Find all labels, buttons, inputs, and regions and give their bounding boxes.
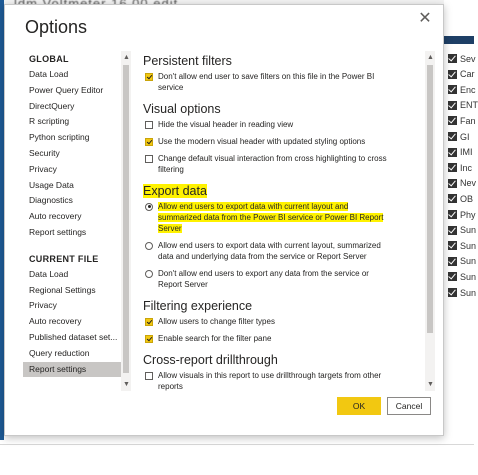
- background-field-label: Inc: [460, 162, 473, 173]
- section-visual-options: Visual options: [143, 102, 221, 116]
- option-change-default-interaction[interactable]: Change default visual interaction from cross highlighting to cross filtering: [145, 153, 423, 175]
- checkbox-checked: [448, 257, 457, 266]
- nav-item-privacy[interactable]: Privacy: [29, 163, 57, 174]
- background-field-label: Sun: [460, 271, 477, 282]
- nav-item-diagnostics[interactable]: Diagnostics: [29, 195, 73, 206]
- nav-item-python-scripting[interactable]: Python scripting: [29, 132, 90, 143]
- background-field-row: [448, 239, 476, 252]
- checkbox-checked: [448, 194, 457, 203]
- checkbox-checked[interactable]: [145, 318, 153, 326]
- checkbox-checked[interactable]: [145, 73, 153, 81]
- background-field-label: IMI: [460, 147, 473, 158]
- checkbox-checked: [448, 241, 457, 250]
- option-enable-filter-search[interactable]: Enable search for the filter pane: [145, 333, 423, 344]
- nav-item-security[interactable]: Security: [29, 147, 60, 158]
- background-field-label: Sev: [460, 53, 476, 64]
- checkbox-checked: [448, 101, 457, 110]
- scroll-down-icon[interactable]: ▼: [123, 381, 130, 388]
- checkbox-checked: [448, 85, 457, 94]
- scroll-up-icon[interactable]: ▲: [123, 54, 130, 61]
- background-field-label: Fan: [460, 115, 476, 126]
- background-field-label: Phy: [460, 209, 476, 220]
- background-field-row: [448, 52, 476, 65]
- nav-item-usage-data[interactable]: Usage Data: [29, 179, 74, 190]
- checkbox-unchecked[interactable]: [145, 121, 153, 129]
- checkbox-checked: [448, 179, 457, 188]
- background-field-row: [448, 99, 478, 112]
- background-field-row: [448, 130, 470, 143]
- option-export-summarized[interactable]: Allow end users to export data with current layout and summarized data from the Power BI service or Power BI Report Server: [145, 201, 423, 234]
- background-field-label: Sun: [460, 225, 477, 236]
- checkbox-checked: [448, 272, 457, 281]
- checkbox-checked[interactable]: [145, 335, 153, 343]
- option-no-export[interactable]: Don't allow end users to export any data from the service or Report Server: [145, 268, 423, 290]
- nav-item-privacy[interactable]: Privacy: [29, 300, 57, 311]
- nav-scrollbar[interactable]: [121, 51, 131, 391]
- option-no-save-filters[interactable]: Don't allow end user to save filters on this file in the Power BI service: [145, 71, 423, 93]
- background-bottom: [0, 440, 474, 475]
- background-field-row: [448, 255, 476, 268]
- section-filtering-experience: Filtering experience: [143, 299, 253, 313]
- checkbox-checked: [448, 148, 457, 157]
- section-export-data: Export data: [143, 184, 207, 198]
- option-change-filter-types[interactable]: Allow users to change filter types: [145, 316, 423, 327]
- checkbox-checked: [448, 132, 457, 141]
- option-hide-visual-header[interactable]: Hide the visual header in reading view: [145, 119, 423, 130]
- nav-item-regional-settings[interactable]: Regional Settings: [29, 284, 96, 295]
- nav-item-data-load[interactable]: Data Load: [29, 69, 69, 79]
- options-dialog: [4, 4, 444, 436]
- background-field-label: Enc: [460, 84, 476, 95]
- checkbox-checked[interactable]: [145, 138, 153, 146]
- background-field-label: GI: [460, 131, 470, 142]
- checkbox-checked: [448, 210, 457, 219]
- radio-selected[interactable]: [145, 203, 153, 211]
- radio-unselected[interactable]: [145, 242, 153, 250]
- background-field-label: ENT: [460, 100, 478, 111]
- option-export-underlying[interactable]: Allow end users to export data with current layout, summarized data and underlying data from the service or Report Server: [145, 240, 423, 262]
- scroll-down-icon[interactable]: ▼: [427, 381, 434, 388]
- checkbox-checked: [448, 54, 457, 63]
- checkbox-checked: [448, 163, 457, 172]
- background-field-label: Sun: [460, 240, 477, 251]
- section-persistent-filters: Persistent filters: [143, 54, 232, 68]
- nav-section-current-file: CURRENT FILE: [29, 253, 99, 264]
- content-scroll-thumb[interactable]: [427, 65, 433, 333]
- option-allow-drillthrough[interactable]: Allow visuals in this report to use drillthrough targets from other reports: [145, 370, 423, 392]
- scroll-up-icon[interactable]: ▲: [427, 54, 434, 61]
- background-field-row: [448, 161, 472, 174]
- nav-item-auto-recovery[interactable]: Auto recovery: [29, 316, 82, 327]
- checkbox-unchecked[interactable]: [145, 372, 153, 380]
- checkbox-checked: [448, 70, 457, 79]
- background-field-row: [448, 68, 475, 81]
- background-divider: [0, 444, 474, 445]
- close-icon[interactable]: ✕: [418, 10, 432, 27]
- dialog-title: Options: [25, 17, 88, 37]
- nav-item-directquery[interactable]: DirectQuery: [29, 100, 75, 111]
- background-field-row: [448, 177, 476, 190]
- nav-item-data-load[interactable]: Data Load: [29, 268, 69, 279]
- radio-unselected[interactable]: [145, 270, 153, 278]
- checkbox-checked: [448, 226, 457, 235]
- nav-item-report-settings[interactable]: Report settings: [29, 226, 87, 237]
- nav-scroll-thumb[interactable]: [123, 65, 129, 373]
- nav-item-power-query-editor[interactable]: Power Query Editor: [29, 84, 104, 95]
- nav-item-published-dataset-set[interactable]: Published dataset set...: [29, 331, 118, 342]
- checkbox-checked: [448, 116, 457, 125]
- option-modern-visual-header[interactable]: Use the modern visual header with updated styling options: [145, 136, 423, 147]
- nav-item-auto-recovery[interactable]: Auto recovery: [29, 211, 82, 222]
- nav-section-global: GLOBAL: [29, 54, 69, 64]
- content-scrollbar[interactable]: [425, 51, 435, 391]
- background-fields-header: [444, 36, 474, 44]
- background-field-row: [448, 114, 476, 127]
- background-field-row: [448, 224, 476, 237]
- ok-button[interactable]: OK: [337, 397, 381, 415]
- checkbox-unchecked[interactable]: [145, 155, 153, 163]
- background-field-row: [448, 286, 476, 299]
- background-field-label: Sun: [460, 287, 477, 298]
- cancel-button[interactable]: Cancel: [387, 397, 431, 415]
- background-field-row: [448, 146, 473, 159]
- background-field-label: OB: [460, 193, 474, 204]
- background-field-label: Car: [460, 69, 475, 80]
- background-field-row: [448, 192, 473, 205]
- background-field-row: [448, 208, 476, 221]
- background-field-row: [448, 83, 476, 96]
- options-content: [139, 51, 423, 391]
- checkbox-checked: [448, 288, 457, 297]
- nav-item-query-reduction[interactable]: Query reduction: [29, 347, 90, 358]
- background-field-label: Sun: [460, 256, 477, 267]
- section-cross-report-drillthrough: Cross-report drillthrough: [143, 353, 278, 367]
- background-field-row: [448, 270, 476, 283]
- background-field-label: Nev: [460, 178, 477, 189]
- nav-item-r-scripting[interactable]: R scripting: [29, 116, 70, 127]
- nav-item-report-settings[interactable]: Report settings: [23, 362, 127, 378]
- options-nav: [23, 51, 127, 391]
